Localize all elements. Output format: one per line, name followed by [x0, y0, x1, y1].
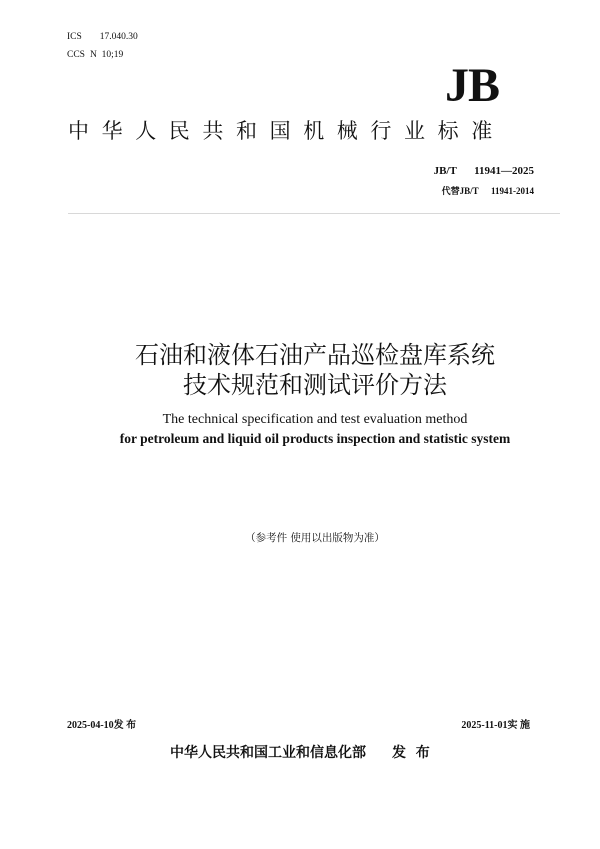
standard-type: 中华人民共和国机械行业标准	[68, 119, 505, 143]
ics-label: ICS	[67, 32, 82, 42]
ccs-line	[67, 50, 123, 60]
ccs-value: N 10;19	[89, 50, 124, 60]
ics-value: 17.040.30	[99, 32, 138, 42]
reference-note: （参考件 使用以出版物为准）	[245, 532, 385, 544]
jb-logo: JB	[445, 59, 500, 112]
replaces-code: 代替JB/T 11941-2014	[441, 186, 534, 196]
effective-date: 2025-11-01实 施	[461, 720, 530, 731]
title-en-line2: for petroleum and liquid oil products inspection and statistic system	[119, 431, 511, 446]
issue-date: 2025-04-10发 布	[67, 720, 137, 731]
standard-code: JB/T 11941—2025	[433, 165, 534, 177]
title-zh-line2: 技术规范和测试评价方法	[183, 371, 447, 399]
ccs-label: CCS	[67, 50, 85, 60]
issuer-line	[170, 742, 430, 762]
title-en-line1: The technical specification and test evaluation method	[162, 412, 468, 427]
title-zh-line1: 石油和液体石油产品巡检盘库系统	[135, 341, 495, 369]
divider	[68, 213, 560, 214]
ics-line	[67, 32, 138, 42]
issuer: 中华人民共和国工业和信息化部	[170, 745, 366, 761]
issue-word: 发 布	[392, 745, 430, 761]
